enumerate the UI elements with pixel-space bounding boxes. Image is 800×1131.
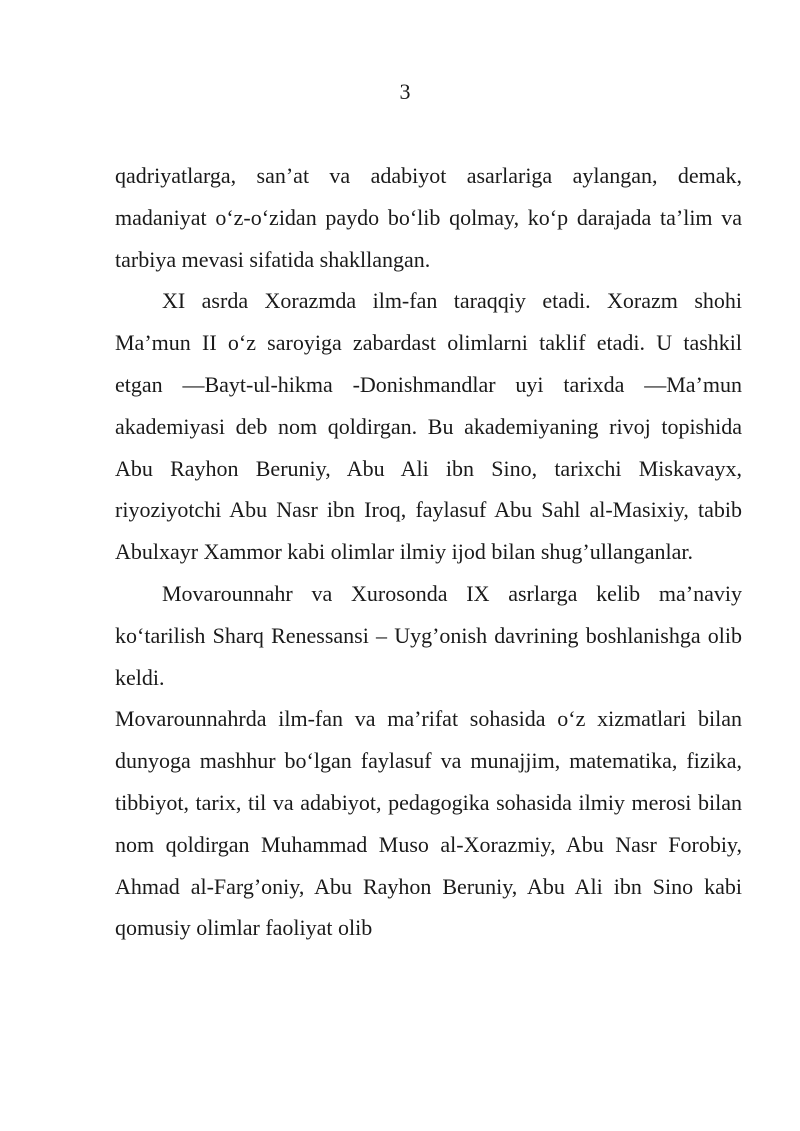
paragraph-continuation: qadriyatlarga, san’at va adabiyot asarlariga aylangan, demak, madaniyat o‘z-o‘zidan paydo bo‘lib qolmay, ko‘p darajada ta’lim va tarbiya mevasi sifatida shakllangan. (115, 163, 742, 272)
document-body (115, 155, 742, 949)
paragraph-khorezm-academy: XI asrda Xorazmda ilm-fan taraqqiy etadi. Xorazm shohi Ma’mun II o‘z saroyiga zabardast olimlarni taklif etadi. U tashkil etgan ―Bayt-ul-hikma -Donishmandlar uyi tarixda ―Ma’mun akademiyasi deb nom qoldirgan. Bu akademiyaning rivoj topishida Abu Rayhon Beruniy, Abu Ali ibn Sino, tarixchi Miskavayx, riyoziyotchi Abu Nasr ibn Iroq, faylasuf Abu Sahl al-Masixiy, tabib Abulxayr Xammor kabi olimlar ilmiy ijod bilan shug’ullanganlar. (115, 288, 742, 565)
paragraph-renaissance: Movarounnahr va Xurosonda IX asrlarga kelib ma’naviy ko‘tarilish Sharq Renessansi – Uyg’onish davrining boshlanishga olib keldi. (115, 580, 742, 690)
page-number: 3 (399, 79, 411, 104)
paragraph-scholars: Movarounnahrda ilm-fan va ma’rifat sohasida o‘z xizmatlari bilan dunyoga mashhur bo‘lgan faylasuf va munajjim, matematika, fizika, tibbiyot, tarix, til va adabiyot, pedagogika sohasida ilmiy merosi bilan nom qoldirgan Muhammad Muso al-Xorazmiy, Abu Nasr Forobiy, Ahmad al-Farg’oniy, Abu Rayhon Beruniy, Abu Ali ibn Sino kabi qomusiy olimlar faoliyat olib (115, 706, 742, 941)
